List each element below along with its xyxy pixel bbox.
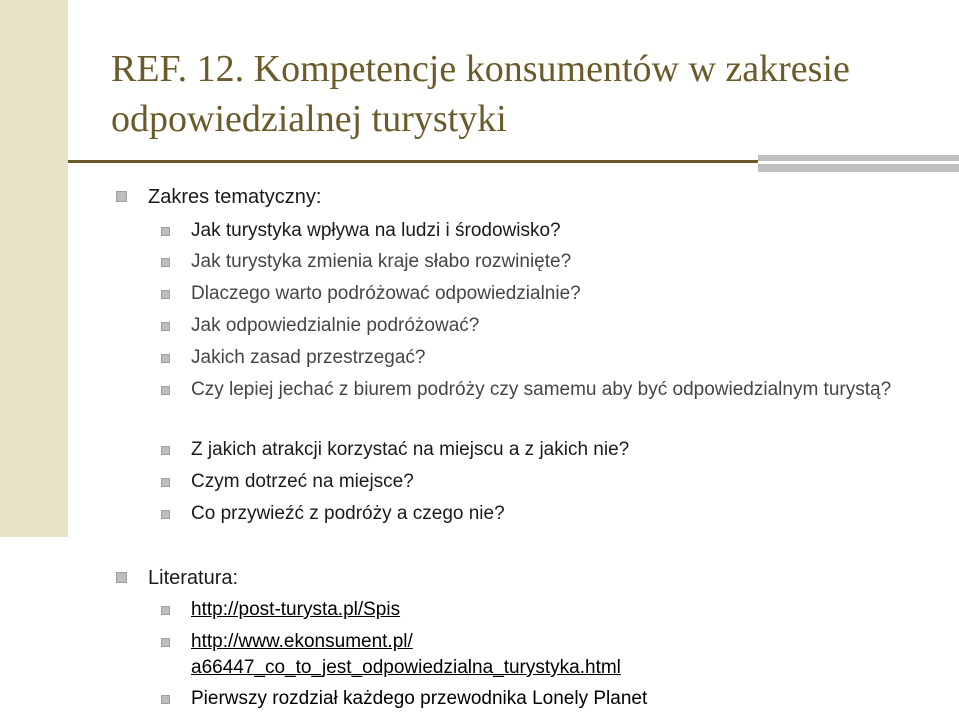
literature-link-ekonsument[interactable]: http://www.ekonsument.pl/ [191,631,413,652]
bullet-icon [116,572,127,583]
topic-item: Czy lepiej jechać z biurem podróży czy samemu aby być odpowiedzialnym turystą? [191,379,892,400]
topics-heading: Zakres tematyczny: [148,186,322,208]
literature-link-ekonsument-path[interactable]: a66447_co_to_jest_odpowiedzialna_turystyka.html [191,657,621,678]
topic-item: Dlaczego warto podróżować odpowiedzialnie? [191,283,581,304]
bullet-icon [161,606,170,615]
bullet-icon [161,322,170,331]
bullet-icon [161,638,170,647]
title-accent-bar [758,155,959,172]
slide-title: REF. 12. Kompetencje konsumentów w zakresie odpowiedzialnej turystyki [111,48,850,140]
topic-item: Jakich zasad przestrzegać? [191,347,426,368]
side-decoration-bar [0,0,68,537]
bullet-icon [161,290,170,299]
title-underline [68,160,758,163]
literature-heading: Literatura: [148,567,239,589]
literature-link-post-turysta[interactable]: http://post-turysta.pl/Spis [191,599,401,620]
bullet-icon [161,478,170,487]
literature-note: Pierwszy rozdział każdego przewodnika Lonely Planet [191,688,648,709]
bullet-icon [161,227,170,236]
topic-item: Jak turystyka zmienia kraje słabo rozwinięte? [191,251,572,272]
topic-item: Co przywieźć z podróży a czego nie? [191,503,505,524]
topic-item: Jak turystyka wpływa na ludzi i środowisko? [191,220,561,241]
bullet-icon [161,510,170,519]
bullet-icon [161,354,170,363]
bullet-icon [161,446,170,455]
bullet-icon [116,191,127,202]
bullet-icon [161,695,170,704]
topic-item: Jak odpowiedzialnie podróżować? [191,315,480,336]
bullet-icon [161,386,170,395]
topic-item: Czym dotrzeć na miejsce? [191,471,414,492]
topic-item: Z jakich atrakcji korzystać na miejscu a z jakich nie? [191,439,630,460]
bullet-icon [161,258,170,267]
